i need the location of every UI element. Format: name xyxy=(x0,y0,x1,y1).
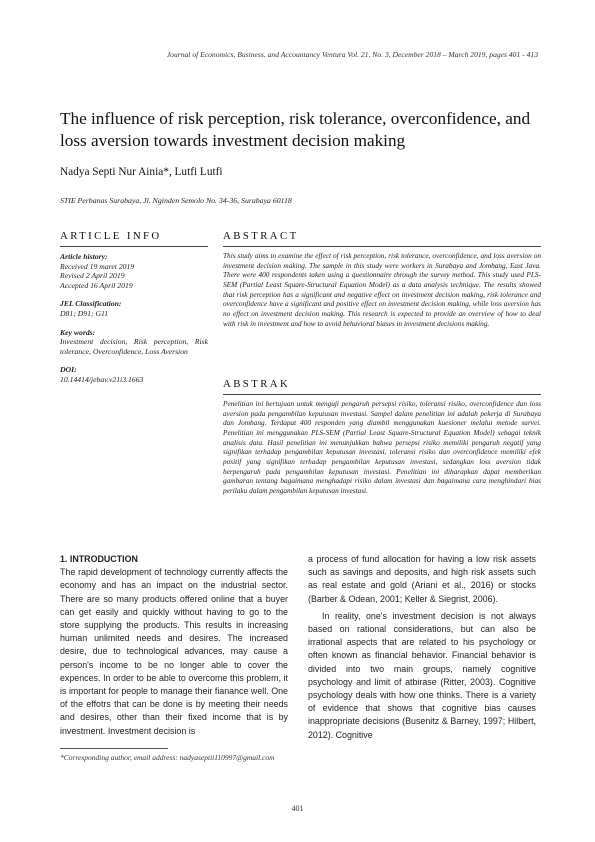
footnote-rule xyxy=(60,748,168,749)
corresponding-author-footnote: *Corresponding author, email address: nadyaseptii110997@gmail.com xyxy=(60,753,275,762)
abstrak-rule xyxy=(223,394,541,395)
affiliation: STIE Perbanas Surabaya, Jl. Nginden Semolo No. 34-36, Surabaya 60118 xyxy=(60,196,292,205)
keywords: Investment decision, Risk perception, Risk tolerance, Overconfidence, Loss Aversion xyxy=(60,337,208,356)
journal-header: Journal of Economics, Business, and Accountancy Ventura Vol. 21, No. 3, December 2018 – March 2019, pages 401 - 413 xyxy=(166,50,538,59)
abstrak-text: Penelitian ini bertujuan untuk menguji pengaruh persepsi risiko, toleransi risiko, overconfidence dan loss aversion pada pengambilan keputusan investasi. Sampel dalam penelitian ini adalah pekerja di Surabaya dan Jombang. Terdapat 400 responden yang diambil menggunakan kuesioner melalui metode survei. Penelitian ini menggunakan PLS-SEM (Partial Least Square-Structural Equation Model) sebagai teknik analisis data. Hasil penelitian ini menunjukkan bahwa persepsi risiko memiliki pengaruh negatif yang signifikan terhadap pengambilan keputusan investasi, toleransi risiko dan overconfidence memiliki efek positif yang signifikan terhadap pengambilan keputusan investasi, sedangkan loss aversion tidak berpengaruh pada pengambilan keputusan investasi. Penelitian ini diharapkan dapat memberikan gambaran tentang bagaimana menghadapi risiko dalam investasi dan bagaimana cara menghindari bias perilaku dalam pengambilan keputusan investasi. xyxy=(223,399,541,495)
article-title: The influence of risk perception, risk tolerance, overconfidence, and loss aversion towards investment decision making xyxy=(60,109,531,150)
jel-codes: D81; D91; G11 xyxy=(60,308,109,318)
received-date: Received 19 maret 2019 xyxy=(60,261,135,271)
abstract-heading: ABSTRACT xyxy=(223,230,299,242)
abstract-rule xyxy=(223,246,541,247)
body-paragraph: In reality, one's investment decision is not always based on rational considerations, but can also be irrational aspects that are related to his psychology or often known as financial behavior. Financial behavior is divided into two main groups, namely cognitive psychology and limit of atbirase (Ritter, 2003). Cognitive psychology deals with how one thinks. There is a variety of evidence that shows that cognitive bias causes inappropriate decisions (Busenitz & Barney, 1997; Hilbert, 2012). Cognitive xyxy=(308,610,536,740)
author-list: Nadya Septi Nur Ainia*, Lutfi Lutfi xyxy=(60,166,223,178)
revised-date: Revised 2 April 2019 xyxy=(60,271,125,281)
article-info-heading: ARTICLE INFO xyxy=(60,230,162,242)
history-label: Article history: xyxy=(60,252,108,261)
section-heading-introduction: 1. INTRODUCTION xyxy=(60,554,138,564)
body-paragraph: a process of fund allocation for having a low risk assets such as savings and deposits, and high risk assets such as real estate and gold (Ariani et al., 2016) or stocks (Barber & Odean, 2001; Keller & Siegrist, 2006). xyxy=(308,554,536,604)
article-info-rule xyxy=(60,246,208,247)
jel-label: JEL Classification: xyxy=(60,299,122,309)
page-number: 401 xyxy=(291,804,304,813)
body-paragraph: The rapid development of technology currently affects the economy and has an impact on the industrial sector. There are so many products offered online that a buyer can get easily and quickly without having to go to the store supplying the products. This results in increasing human unlimited needs and desires. The increased desire, due to technological advances, may cause a person's income to be no longer able to cover the expences. In order to be able to overcome this problem, it is important for people to manage their fianance well. One of the effotrs that can be done is by meeting their needs and desires, other than their fixed income that is by investment. Investment decision is xyxy=(60,567,288,736)
abstract-text: This study aims to examine the effect of risk perception, risk tolerance, overconfidence, and loss aversion on investment decision making. The sample in this study were workers in Surabaya and Jombang, East Java. There were 400 respondents taken using a questionnaire through the survey method. This study used PLS-SEM (Partial Least Square-Structural Equation Model) as a data analysis technique. The results showed that risk perception has a significant and negative effect on investment decision making, risk tolerance and overconfidence have a significant and positive effect on investment decision making, while loss aversion has no effect on investment decision making. This research is expected to provide an overview of how to deal with risk in investment and how to avoid behavioral biases in investment decisions making. xyxy=(223,251,541,328)
keywords-label: Key words: xyxy=(60,327,96,337)
doi-label: DOI: xyxy=(60,365,77,375)
abstrak-heading: ABSTRAK xyxy=(223,378,291,390)
body-right-column xyxy=(308,553,536,742)
accepted-date: Accepted 16 April 2019 xyxy=(60,280,133,290)
article-info-block xyxy=(60,252,208,385)
body-left-column xyxy=(60,553,288,738)
doi-link[interactable]: 10.14414/jebav.v21i3.1663 xyxy=(60,374,144,384)
